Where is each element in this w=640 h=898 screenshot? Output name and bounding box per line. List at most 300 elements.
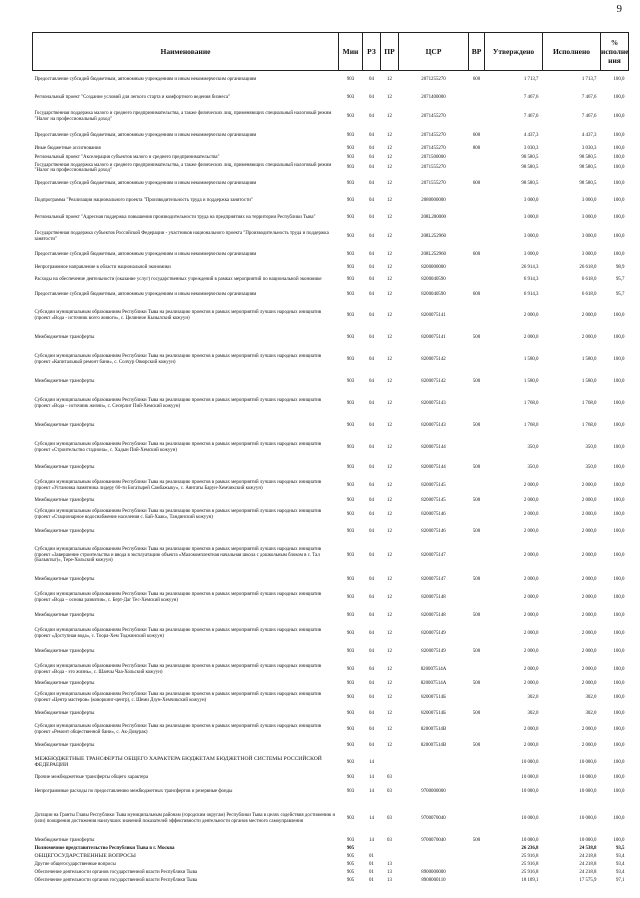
row-percent: 100,0 bbox=[613, 165, 625, 171]
row-min: 903 bbox=[346, 630, 355, 636]
row-min: 903 bbox=[346, 464, 355, 470]
table-row bbox=[33, 680, 629, 689]
row-rz: 14 bbox=[369, 759, 374, 765]
row-approved: 98 580,5 bbox=[521, 180, 539, 186]
row-rz: 04 bbox=[369, 612, 374, 618]
row-pr: 12 bbox=[387, 464, 392, 470]
row-pr: 13 bbox=[387, 869, 392, 875]
row-rz: 01 bbox=[369, 877, 374, 883]
table-header-row bbox=[33, 33, 629, 71]
row-pr: 03 bbox=[387, 837, 392, 843]
row-percent: 100,0 bbox=[613, 612, 625, 618]
row-pr: 12 bbox=[387, 334, 392, 340]
row-pr: 12 bbox=[387, 400, 392, 406]
row-vr bbox=[469, 154, 485, 162]
row-rz: 04 bbox=[369, 681, 374, 687]
row-approved: 10 000,0 bbox=[521, 774, 539, 780]
row-approved: 350,0 bbox=[527, 464, 539, 470]
row-pr: 12 bbox=[387, 552, 392, 558]
row-min: 903 bbox=[346, 666, 355, 672]
row-vr bbox=[469, 540, 485, 572]
row-percent: 100,0 bbox=[613, 726, 625, 732]
table-row bbox=[33, 287, 629, 303]
row-rz: 04 bbox=[369, 666, 374, 672]
row-executed: 3 000,0 bbox=[581, 214, 597, 220]
row-min: 903 bbox=[346, 528, 355, 534]
row-vr: 600 bbox=[472, 180, 481, 186]
row-csr: 8200075149 bbox=[421, 648, 446, 654]
table-row bbox=[33, 877, 629, 885]
row-pr: 12 bbox=[387, 94, 392, 100]
row-approved: 2 000,0 bbox=[523, 511, 539, 517]
row-percent: 100,0 bbox=[613, 648, 625, 654]
row-min: 903 bbox=[346, 251, 355, 257]
row-csr: 8200075144 bbox=[421, 464, 446, 470]
row-percent: 100,0 bbox=[613, 214, 625, 220]
row-rz: 04 bbox=[369, 154, 374, 160]
row-pr: 12 bbox=[387, 612, 392, 618]
row-vr bbox=[469, 475, 485, 497]
row-executed: 10 000,0 bbox=[579, 774, 597, 780]
row-min: 903 bbox=[346, 276, 355, 282]
row-pr: 12 bbox=[387, 132, 392, 138]
table-row bbox=[33, 608, 629, 624]
row-pr: 12 bbox=[387, 113, 392, 119]
row-name: Предоставление субсидий бюджетным, автономным учреждениям и иным некоммерческим организациям bbox=[34, 291, 257, 297]
table-row bbox=[33, 660, 629, 680]
row-name: Государственная поддержка малого и среднего предпринимательства, а также физических лиц, применяющих специальный налоговый режим "Налог на профессиональный доход" bbox=[34, 162, 332, 173]
row-vr bbox=[469, 624, 485, 644]
row-rz: 04 bbox=[369, 356, 374, 362]
row-percent: 100,0 bbox=[613, 464, 625, 470]
row-min: 903 bbox=[346, 312, 355, 318]
row-rz: 04 bbox=[369, 132, 374, 138]
row-pr: 12 bbox=[387, 264, 392, 270]
row-csr: 2071455270 bbox=[421, 113, 446, 119]
row-vr bbox=[469, 263, 485, 273]
row-name: МЕЖБЮДЖЕТНЫЕ ТРАНСФЕРТЫ ОБЩЕГО ХАРАКТЕРА БЮДЖЕТАМ БЮДЖЕТНОЙ СИСТЕМЫ РОССИЙСКОЙ ФЕДЕРАЦИИ bbox=[34, 756, 322, 768]
row-name: Иные бюджетные ассигнования bbox=[34, 146, 101, 152]
row-percent: 100,0 bbox=[613, 334, 625, 340]
row-percent: 100,0 bbox=[613, 94, 625, 100]
row-executed: 10 000,0 bbox=[579, 837, 597, 843]
row-vr bbox=[469, 773, 485, 783]
row-pr: 12 bbox=[387, 630, 392, 636]
row-vr: 500 bbox=[472, 498, 481, 504]
row-min: 903 bbox=[346, 815, 355, 821]
row-approved: 2 000,0 bbox=[523, 630, 539, 636]
row-csr: 208L200000 bbox=[421, 214, 446, 220]
row-name: Предоставление субсидий бюджетным, автономным учреждениям и иным некоммерческим организациям bbox=[34, 180, 257, 186]
row-approved: 350,0 bbox=[527, 444, 539, 450]
row-vr bbox=[469, 861, 485, 869]
row-percent: 93,5 bbox=[615, 845, 625, 851]
row-percent: 100,0 bbox=[613, 233, 625, 239]
row-name: Межбюджетные трансферты bbox=[34, 648, 95, 654]
row-percent: 100,0 bbox=[613, 774, 625, 780]
row-executed: 6 618,0 bbox=[581, 276, 597, 282]
row-name: Непрограммные расходы по предоставлению межбюджетных трансфертов и резервные фонды bbox=[34, 788, 233, 794]
row-csr: 8200075148 bbox=[421, 612, 446, 618]
table-row bbox=[33, 227, 629, 247]
row-vr: 500 bbox=[472, 648, 481, 654]
row-name: Субсидии муниципальным образованиям Республики Тыва на реализацию проектов в рамках мероприятий лучших народных инициатив (проект «Вода - источник всего живого», с. Целинное Кызылский кожуун) bbox=[34, 310, 322, 321]
row-rz: 04 bbox=[369, 528, 374, 534]
row-percent: 100,0 bbox=[613, 378, 625, 384]
table-row bbox=[33, 506, 629, 524]
row-name: Субсидии муниципальным образованиям Республики Тыва на реализацию проектов в рамках мероприятий лучших народных инициатив (проект «Вода – основа развития», с. Берт-Даг Тес-Хемский кожуун) bbox=[34, 592, 322, 603]
row-csr: 208L252960 bbox=[421, 251, 446, 257]
table-row bbox=[33, 175, 629, 193]
row-approved: 25 916,8 bbox=[521, 861, 539, 867]
row-vr bbox=[469, 506, 485, 524]
row-csr: 2071455270 bbox=[421, 146, 446, 152]
row-pr: 12 bbox=[387, 666, 392, 672]
row-executed: 3 030,3 bbox=[581, 146, 597, 152]
table-row bbox=[33, 89, 629, 107]
row-min: 903 bbox=[346, 378, 355, 384]
row-min: 903 bbox=[346, 444, 355, 450]
row-name: Расходы на обеспечение деятельности (оказание услуг) государственных учреждений в рамках мероприятий по национальной экономике bbox=[34, 276, 322, 282]
row-csr bbox=[399, 861, 469, 869]
row-executed: 1 768,0 bbox=[581, 400, 597, 406]
table-body bbox=[33, 71, 629, 885]
row-percent: 100,0 bbox=[613, 197, 625, 203]
table-row bbox=[33, 303, 629, 329]
row-vr: 600 bbox=[472, 132, 481, 138]
row-approved: 10 000,0 bbox=[521, 759, 539, 765]
row-pr: 12 bbox=[387, 356, 392, 362]
row-percent: 100,0 bbox=[613, 694, 625, 700]
row-csr: 8200040590 bbox=[421, 276, 446, 282]
table-row bbox=[33, 209, 629, 227]
row-executed: 2 000,0 bbox=[581, 630, 597, 636]
table-row bbox=[33, 739, 629, 753]
table-row bbox=[33, 753, 629, 773]
row-csr: 8200075142 bbox=[421, 378, 446, 384]
row-rz: 04 bbox=[369, 422, 374, 428]
row-min: 903 bbox=[346, 710, 355, 716]
row-csr: 8200075146 bbox=[421, 528, 446, 534]
row-executed: 2 000,0 bbox=[581, 648, 597, 654]
row-name: Подпрограмма "Реализация национального проекта "Производительность труда и поддержка занятости" bbox=[34, 197, 253, 203]
row-rz: 04 bbox=[369, 233, 374, 239]
row-min: 903 bbox=[346, 113, 355, 119]
row-name: Межбюджетные трансферты bbox=[34, 837, 95, 843]
row-vr: 500 bbox=[472, 681, 481, 687]
row-executed: 350,0 bbox=[585, 464, 597, 470]
row-pr: 12 bbox=[387, 276, 392, 282]
row-approved: 3 000,0 bbox=[523, 233, 539, 239]
table-row bbox=[33, 837, 629, 845]
row-approved: 2 000,0 bbox=[523, 742, 539, 748]
row-percent: 100,0 bbox=[613, 444, 625, 450]
row-pr: 12 bbox=[387, 648, 392, 654]
row-executed: 17 575,9 bbox=[579, 877, 597, 883]
row-vr bbox=[469, 303, 485, 329]
row-percent: 100,0 bbox=[613, 710, 625, 716]
row-pr: 12 bbox=[387, 482, 392, 488]
header-pr: ПР bbox=[381, 33, 399, 71]
row-min: 903 bbox=[346, 482, 355, 488]
header-min: Мин bbox=[339, 33, 363, 71]
row-min: 903 bbox=[346, 356, 355, 362]
table-row bbox=[33, 107, 629, 127]
row-csr: 820007514Б bbox=[421, 710, 446, 716]
row-pr: 03 bbox=[387, 815, 392, 821]
row-vr bbox=[469, 853, 485, 861]
row-min: 903 bbox=[346, 837, 355, 843]
row-approved: 302,0 bbox=[527, 710, 539, 716]
row-rz: 04 bbox=[369, 694, 374, 700]
table-row bbox=[33, 247, 629, 263]
row-min: 903 bbox=[346, 726, 355, 732]
row-approved: 3 000,0 bbox=[523, 214, 539, 220]
row-percent: 100,0 bbox=[613, 422, 625, 428]
table-row bbox=[33, 853, 629, 861]
row-vr: 600 bbox=[472, 77, 481, 83]
row-name: Субсидии муниципальным образованиям Республики Тыва на реализацию проектов в рамках мероприятий лучших народных инициатив (проект «Установка памятника лидеру 60-ти Богатырей Самбажыку», с. Аянгаты Барун-Хемчикский кожуун) bbox=[34, 480, 322, 491]
row-rz: 01 bbox=[369, 861, 374, 867]
row-csr: 820007514В bbox=[420, 726, 447, 732]
row-csr: 8200075148 bbox=[421, 594, 446, 600]
page-number: 9 bbox=[616, 3, 622, 15]
row-min: 903 bbox=[346, 180, 355, 186]
row-executed: 2 000,0 bbox=[581, 511, 597, 517]
table-row bbox=[33, 162, 629, 175]
row-min: 903 bbox=[346, 498, 355, 504]
row-rz: 04 bbox=[369, 498, 374, 504]
row-approved: 3 000,0 bbox=[523, 197, 539, 203]
table-row bbox=[33, 391, 629, 417]
row-pr: 12 bbox=[387, 154, 392, 160]
row-min: 905 bbox=[346, 861, 355, 867]
row-vr bbox=[469, 845, 485, 853]
row-executed: 24 538,8 bbox=[579, 845, 597, 851]
row-rz: 04 bbox=[369, 400, 374, 406]
row-percent: 100,0 bbox=[613, 482, 625, 488]
row-name: Предоставление субсидий бюджетным, автономным учреждениям и иным некоммерческим организациям bbox=[34, 77, 257, 83]
row-executed: 6 618,0 bbox=[581, 291, 597, 297]
row-rz: 04 bbox=[369, 511, 374, 517]
row-name: Дотации на Гранты Главы Республики Тыва муниципальным районам (городским округам) Республики Тыва в целях содействия достижению и (или) поощрения достижения наилучших значений показателей эффективности деятельности органов местного самоуправления bbox=[34, 813, 336, 824]
row-percent: 100,0 bbox=[613, 528, 625, 534]
row-vr: 600 bbox=[472, 251, 481, 257]
row-pr: 12 bbox=[387, 214, 392, 220]
row-csr: 820007514Б bbox=[421, 694, 446, 700]
row-csr: 8200000000 bbox=[421, 264, 446, 270]
row-csr: 8200075146 bbox=[421, 511, 446, 517]
row-rz: 04 bbox=[369, 165, 374, 171]
row-executed: 2 000,0 bbox=[581, 726, 597, 732]
row-min: 903 bbox=[346, 132, 355, 138]
row-min: 903 bbox=[346, 291, 355, 297]
table-row bbox=[33, 783, 629, 801]
row-approved: 2 000,0 bbox=[523, 528, 539, 534]
row-percent: 100,0 bbox=[613, 666, 625, 672]
row-csr: 2071455270 bbox=[421, 132, 446, 138]
row-pr: 12 bbox=[387, 233, 392, 239]
row-rz: 14 bbox=[369, 815, 374, 821]
row-csr: 8200075142 bbox=[421, 356, 446, 362]
row-executed: 2 000,0 bbox=[581, 312, 597, 318]
row-rz: 04 bbox=[369, 576, 374, 582]
row-name: Субсидии муниципальным образованиям Республики Тыва на реализацию проектов в рамках мероприятий лучших народных инициатив (проект «Стационарное водоснабжение населения с. Бай-Хаак», Тандинский кожуун) bbox=[34, 509, 322, 520]
row-executed: 2 000,0 bbox=[581, 594, 597, 600]
row-vr bbox=[469, 869, 485, 877]
row-min: 903 bbox=[346, 648, 355, 654]
row-name: Субсидии муниципальным образованиям Республики Тыва на реализацию проектов в рамках мероприятий лучших народных инициатив (проект «Капитальный ремонт бани», с. Солчур Овюрский кожуун) bbox=[34, 354, 322, 365]
row-approved: 3 000,0 bbox=[523, 251, 539, 257]
row-pr: 12 bbox=[387, 146, 392, 152]
row-min: 903 bbox=[346, 77, 355, 83]
row-executed: 24 218,8 bbox=[579, 869, 597, 875]
row-min: 903 bbox=[346, 422, 355, 428]
row-approved: 7 467,6 bbox=[523, 94, 539, 100]
row-executed: 10 000,0 bbox=[579, 759, 597, 765]
row-executed: 24 218,8 bbox=[579, 853, 597, 859]
row-approved: 1 768,0 bbox=[523, 422, 539, 428]
header-rz: РЗ bbox=[363, 33, 381, 71]
row-approved: 25 916,8 bbox=[521, 853, 539, 859]
row-rz: 04 bbox=[369, 482, 374, 488]
row-csr: 820007514В bbox=[420, 742, 447, 748]
row-vr bbox=[469, 588, 485, 608]
row-rz: 04 bbox=[369, 552, 374, 558]
row-min: 903 bbox=[346, 400, 355, 406]
row-csr: 8900000000 bbox=[421, 869, 446, 875]
table-row bbox=[33, 773, 629, 783]
row-name: Субсидии муниципальным образованиям Республики Тыва на реализацию проектов в рамках мероприятий лучших народных инициатив (проект «Центр мастеров» (коворкинг-центр), с. Шеми Дзун-Хемчикский кожуун) bbox=[34, 692, 322, 703]
row-executed: 2 000,0 bbox=[581, 334, 597, 340]
row-vr bbox=[469, 227, 485, 247]
row-pr: 12 bbox=[387, 594, 392, 600]
row-approved: 26 236,8 bbox=[521, 845, 539, 851]
row-percent: 93,4 bbox=[615, 853, 625, 859]
table-row bbox=[33, 572, 629, 588]
table-row bbox=[33, 373, 629, 391]
row-percent: 100,0 bbox=[613, 576, 625, 582]
row-name: Межбюджетные трансферты bbox=[34, 710, 95, 716]
row-name: Межбюджетные трансферты bbox=[34, 742, 95, 748]
row-name: Прочие межбюджетные трансферты общего характера bbox=[34, 774, 148, 780]
row-executed: 1 580,0 bbox=[581, 356, 597, 362]
row-percent: 100,0 bbox=[613, 180, 625, 186]
row-approved: 2 000,0 bbox=[523, 726, 539, 732]
row-min: 903 bbox=[346, 146, 355, 152]
row-percent: 100,0 bbox=[613, 759, 625, 765]
row-percent: 100,0 bbox=[613, 498, 625, 504]
row-min: 903 bbox=[346, 552, 355, 558]
table-row bbox=[33, 721, 629, 739]
row-rz: 04 bbox=[369, 378, 374, 384]
row-executed: 7 467,6 bbox=[581, 113, 597, 119]
row-min: 903 bbox=[346, 511, 355, 517]
row-csr bbox=[399, 773, 469, 783]
row-pr: 12 bbox=[387, 726, 392, 732]
header-approved: Утверждено bbox=[485, 33, 543, 71]
header-csr: ЦСР bbox=[399, 33, 469, 71]
row-pr: 12 bbox=[387, 251, 392, 257]
row-csr: 8200075145 bbox=[421, 482, 446, 488]
row-percent: 100,0 bbox=[613, 400, 625, 406]
row-csr: 208L252960 bbox=[421, 233, 446, 239]
row-vr bbox=[469, 877, 485, 885]
row-pr: 13 bbox=[387, 877, 392, 883]
row-pr: 12 bbox=[387, 694, 392, 700]
header-name: Наименование bbox=[33, 33, 339, 71]
row-vr: 600 bbox=[472, 291, 481, 297]
row-rz: 04 bbox=[369, 742, 374, 748]
row-vr bbox=[469, 689, 485, 707]
row-name: Государственная поддержка субъектов Российской Федерации - участников национального проекта "Производительность труда и поддержка занятости" bbox=[34, 231, 329, 242]
row-name: Межбюджетные трансферты bbox=[34, 334, 95, 340]
row-rz: 14 bbox=[369, 788, 374, 794]
row-pr bbox=[381, 853, 399, 861]
row-name: Субсидии муниципальным образованиям Республики Тыва на реализацию проектов в рамках мероприятий лучших народных инициатив (проект «Ремонт общественной бани», с. Ак-Довурак) bbox=[34, 724, 322, 735]
row-name: Государственная поддержка малого и среднего предпринимательства, а также физических лиц, применяющих специальный налоговый режим "Налог на профессиональный доход" bbox=[34, 111, 332, 122]
row-percent: 100,0 bbox=[613, 742, 625, 748]
header-executed: Исполнено bbox=[543, 33, 601, 71]
row-vr: 500 bbox=[472, 378, 481, 384]
table-row bbox=[33, 329, 629, 347]
row-name: Региональный проект "Создание условий для легкого старта и комфортного ведения бизнеса" bbox=[34, 94, 231, 100]
row-min: 903 bbox=[346, 742, 355, 748]
row-percent: 93,4 bbox=[615, 869, 625, 875]
table-row bbox=[33, 127, 629, 145]
row-name: Региональный проект "Адресная поддержка повышения производительности труда на предприятиях на территории Республики Тыва" bbox=[34, 214, 316, 220]
table-row bbox=[33, 588, 629, 608]
row-approved: 25 916,8 bbox=[521, 869, 539, 875]
row-executed: 3 000,0 bbox=[581, 251, 597, 257]
row-csr: 2071555270 bbox=[421, 165, 446, 171]
row-rz: 04 bbox=[369, 113, 374, 119]
row-rz: 01 bbox=[369, 853, 374, 859]
row-executed: 2 000,0 bbox=[581, 612, 597, 618]
row-csr: 8200075145 bbox=[421, 498, 446, 504]
row-name: Непрограммное направление в области национальной экономики bbox=[34, 264, 171, 270]
row-vr bbox=[469, 273, 485, 287]
row-min: 905 bbox=[346, 877, 355, 883]
row-min: 903 bbox=[346, 214, 355, 220]
row-approved: 18 109,1 bbox=[521, 877, 539, 883]
row-rz: 04 bbox=[369, 334, 374, 340]
table-row bbox=[33, 497, 629, 506]
row-vr: 500 bbox=[472, 528, 481, 534]
row-vr bbox=[469, 783, 485, 801]
table-row bbox=[33, 145, 629, 154]
row-rz: 04 bbox=[369, 444, 374, 450]
row-pr: 12 bbox=[387, 498, 392, 504]
row-vr bbox=[469, 391, 485, 417]
row-rz: 04 bbox=[369, 94, 374, 100]
row-executed: 98 580,5 bbox=[579, 180, 597, 186]
row-pr bbox=[381, 753, 399, 773]
table-row bbox=[33, 347, 629, 373]
table-row bbox=[33, 801, 629, 837]
row-rz bbox=[363, 845, 381, 853]
row-vr bbox=[469, 107, 485, 127]
row-vr: 500 bbox=[472, 422, 481, 428]
row-vr bbox=[469, 89, 485, 107]
row-rz: 04 bbox=[369, 594, 374, 600]
table-row bbox=[33, 475, 629, 497]
row-percent: 100,0 bbox=[613, 154, 625, 160]
row-rz: 14 bbox=[369, 774, 374, 780]
row-vr bbox=[469, 162, 485, 175]
row-csr: 8200075143 bbox=[421, 422, 446, 428]
row-rz: 04 bbox=[369, 291, 374, 297]
